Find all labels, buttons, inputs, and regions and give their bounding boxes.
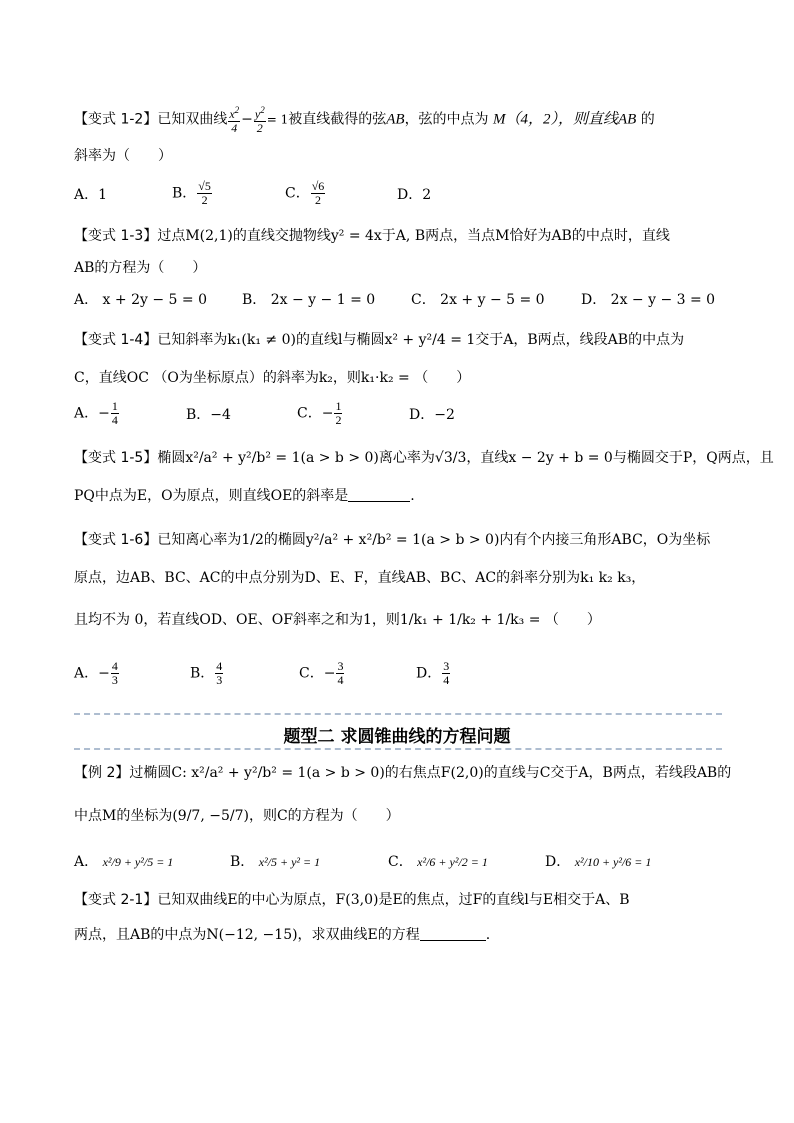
question-text: 过点M(2,1)的直线交抛物线y² = 4x于A, B两点，当点M恰好为AB的中点时，直线: [157, 228, 670, 244]
section-divider-top: [74, 713, 722, 715]
question-tag: 【变式 1-3】: [74, 228, 158, 244]
question-text: PQ中点为E，O为原点，则直线OE的斜率是: [74, 488, 349, 504]
question-1-6-line2: 原点，边AB、BC、AC的中点分别为D、E、F，直线AB、BC、AC的斜率分别为k₁ k₂ k₃，: [74, 570, 646, 586]
question-tag: 【例 2】: [74, 765, 130, 781]
question-1-2-line2: 斜率为（ ）: [74, 148, 172, 164]
question-text: 已知双曲线: [157, 111, 228, 128]
question-text: 过椭圆C: x²/a² + y²/b² = 1(a > b > 0)的右焦点F(2,0)的直线与C交于A，B两点，若线段AB的: [129, 765, 732, 781]
option-d: D． $\frac{3}{4}$: [416, 659, 450, 687]
option-c: C．− $\frac{1}{2}$: [297, 399, 342, 427]
question-tag: 【变式 1-4】: [74, 332, 158, 348]
question-text: ，弦的中点为: [404, 111, 489, 128]
question-text: 已知双曲线E的中心为原点，F(3,0)是E的焦点，过F的直线l与E相交于A、B: [157, 892, 630, 908]
question-1-4-line2: C，直线OC （O为坐标原点）的斜率为k₂，则k₁·k₂ = （ ）: [74, 370, 471, 386]
option-a: A．− $\frac{1}{4}$: [74, 399, 118, 427]
option-d: D．−2: [409, 407, 455, 423]
example-2-line2: 中点M的坐标为(9/7, −5/7)，则C的方程为（ ）: [74, 808, 400, 824]
question-text: 两点，且AB的中点为N(−12, −15)，求双曲线E的方程: [74, 927, 420, 943]
section-divider-bottom: [74, 748, 722, 750]
option-b: B．−4: [186, 407, 231, 423]
answer-blank[interactable]: [420, 926, 486, 941]
option-d: D． x²/10 + y²/6 = 1: [545, 854, 652, 870]
question-text: 被直线截得的弦: [288, 111, 387, 128]
question-1-4-line1: [74, 330, 684, 350]
question-1-6-line3: 且均不为 0，若直线OD、OE、OF斜率之和为1，则1/k₁ + 1/k₂ + 1/k₃ = （ ）: [74, 612, 601, 628]
example-2-line1: [74, 763, 731, 783]
question-1-5-line2: PQ中点为E，O为原点，则直线OE的斜率是 .: [74, 488, 415, 504]
question-text: M（4，2），则直线: [493, 111, 619, 128]
question-2-1-line2: 两点，且AB的中点为N(−12, −15)，求双曲线E的方程 .: [74, 927, 491, 943]
option-c: C．− $\frac{3}{4}$: [299, 659, 344, 687]
option-a: A． x²/9 + y²/5 = 1: [74, 854, 174, 870]
question-2-1-line1: [74, 890, 629, 910]
option-a: A．− $\frac{4}{3}$: [74, 659, 118, 687]
option-d: D．2: [397, 187, 432, 203]
question-tag: 【变式 1-6】: [74, 532, 158, 548]
question-text: 已知离心率为1/2的椭圆y²/a² + x²/b² = 1(a > b > 0)内有个内接三角形ABC，O为坐标: [157, 532, 711, 548]
question-1-6-line1: [74, 530, 710, 550]
answer-blank[interactable]: [348, 487, 410, 502]
option-a: A．1: [74, 187, 108, 203]
option-b: B． 2x − y − 1 = 0: [242, 292, 376, 308]
question-tag: 【变式 2-1】: [74, 892, 158, 908]
question-tag: 【变式 1-5】: [74, 450, 158, 466]
question-1-3-line2: AB的方程为（ ）: [74, 260, 207, 276]
option-d: D． 2x − y − 3 = 0: [581, 292, 716, 308]
section-title: 题型二 求圆锥曲线的方程问题: [283, 727, 511, 747]
option-b: B． $\frac{√5}{2}$: [172, 179, 211, 207]
question-text: 椭圆x²/a² + y²/b² = 1(a > b > 0)离心率为√3/3，直线x − 2y + b = 0与椭圆交于P，Q两点，且: [157, 450, 774, 466]
fraction: $\frac{y^2}{2}$: [254, 105, 265, 135]
question-text: 的: [640, 111, 655, 128]
option-c: C． x²/6 + y²/2 = 1: [388, 854, 488, 870]
option-a: A． x + 2y − 5 = 0: [74, 292, 207, 308]
question-tag: 【变式 1-2】: [74, 111, 158, 128]
question-1-2-line1: 【变式 1-2】已知双曲线 $\frac{x^2}{4}$ − $\frac{y^2}{2}$ = 1被直线截得的弦AB，弦的中点为 M（4，2），则直线AB 的: [74, 105, 655, 135]
question-text: 已知斜率为k₁(k₁ ≠ 0)的直线l与椭圆x² + y²/4 = 1交于A，B两点，线段AB的中点为: [157, 332, 685, 348]
option-c: C． 2x + y − 5 = 0: [411, 292, 545, 308]
question-1-5-line1: [74, 448, 774, 468]
option-b: B． $\frac{4}{3}$: [190, 659, 223, 687]
option-c: C． $\frac{√6}{2}$: [285, 179, 325, 207]
fraction: $\frac{x^2}{4}$: [229, 105, 240, 135]
option-b: B． x²/5 + y² = 1: [230, 854, 321, 870]
question-1-3-line1: [74, 226, 670, 246]
